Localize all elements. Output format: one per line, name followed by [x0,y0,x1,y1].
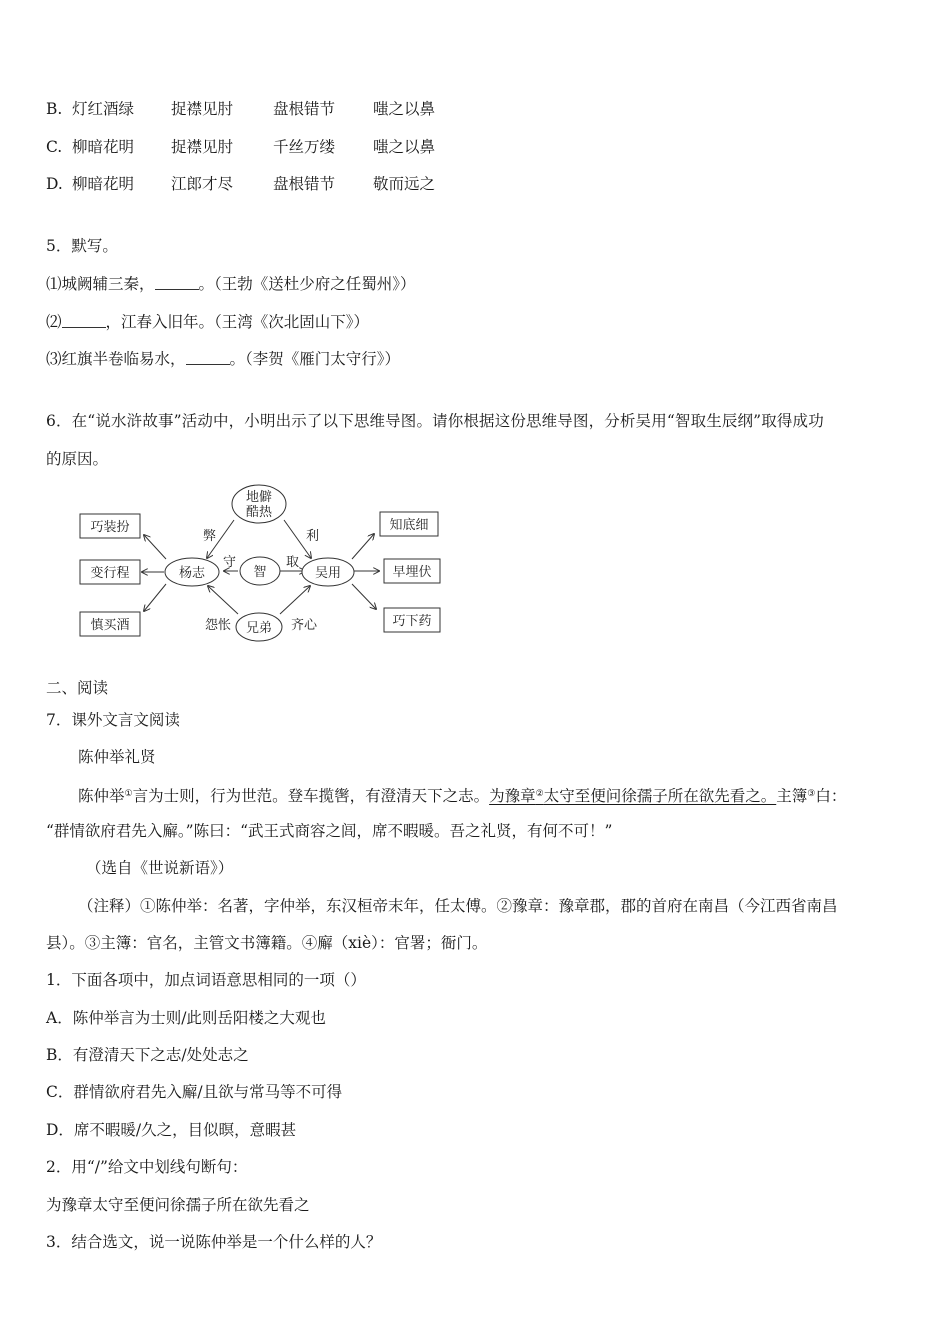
sub2-sentence: 为豫章太守至便问徐孺子所在欲先看之 [46,1196,310,1214]
q5-text: 。（李贺《雁门太守行》） [229,350,401,368]
option-item: 嗤之以鼻 [373,138,436,156]
note-mark: ② [535,789,544,799]
passage-source: （选自《世说新语》） [86,859,234,877]
note-mark: ① [124,789,133,799]
node-label: 吴用 [314,566,342,581]
q5-text: ⑵ [46,313,62,331]
notes-line-2: 县）。③主簿：官名，主管文书簿籍。④廨（xiè）：官署；衙门。 [46,934,488,952]
passage-para-1 [78,784,846,806]
passage-para-2: “群情欲府君先入廨。”陈曰：“武王式商容之闾，席不暇暖。吾之礼贤，有何不可！” [46,822,613,840]
sub1-option-b: B．有澄清天下之志/处处志之 [46,1046,249,1064]
option-item: 敬而远之 [373,175,436,193]
node-label: 兄弟 [245,621,273,636]
passage-text: 言为士则，行为世范。登车揽辔，有澄清天下之志。 [132,787,490,805]
q5-item-2 [46,312,369,332]
option-item: 盘根错节 [273,100,336,118]
section-title: 二、阅读 [46,679,109,697]
option-item: 千丝万缕 [273,138,336,156]
underlined-sentence [489,787,776,805]
q6-line-1: 6．在“说水浒故事”活动中，小明出示了以下思维导图。请你根据这份思维导图，分析吴用“智取生辰纲”取得成功 [46,412,824,430]
sub1-option-a: A．陈仲举言为士则/此则岳阳楼之大观也 [46,1009,326,1027]
fill-blank [62,314,106,328]
sub-question-3: 3．结合选文，说一说陈仲举是一个什么样的人？ [46,1233,382,1251]
passage-text: 陈仲举 [78,787,125,805]
passage-text: 为豫章 [489,787,536,805]
node-label: 智 [253,565,267,580]
box-label: 变行程 [90,566,130,581]
option-item: 捉襟见肘 [171,100,234,118]
option-letter: D. [46,175,63,193]
q5-item-1 [46,274,416,294]
option-letter: C. [46,138,63,156]
passage-text: 太守至便问徐孺子所在欲先看之。 [543,787,777,805]
mind-map-diagram [74,484,454,646]
sub1-option-d: D．席不暇暖/久之，目似暝，意暇甚 [46,1121,297,1139]
box-label: 巧下药 [392,614,432,629]
box-label: 巧装扮 [90,520,130,535]
q6-line-2: 的原因。 [46,450,109,468]
node-top-line1: 地僻 [245,490,273,505]
passage-title: 陈仲举礼贤 [78,748,156,766]
edge-label: 弊 [203,529,217,544]
edge-label: 利 [306,529,320,544]
q7-title: 7．课外文言文阅读 [46,711,180,729]
q5-text: 。（王勃《送杜少府之任蜀州》） [198,275,416,293]
option-item: 灯红酒绿 [72,100,135,118]
edge-label: 守 [223,555,237,570]
right-boxes [380,512,440,632]
passage-text: 主簿 [776,787,808,805]
note-mark: ③ [807,789,816,799]
sub1-option-c: C．群情欲府君先入廨/且欲与常马等不可得 [46,1083,343,1101]
q5-title: 5．默写。 [46,237,118,255]
q5-item-3 [46,349,400,369]
option-letter: B. [46,100,63,118]
edge-label: 齐心 [291,618,318,633]
fill-blank [155,276,199,290]
box-label: 知底细 [389,518,429,533]
node-label: 杨志 [178,566,206,581]
sub-question-1: 1．下面各项中，加点词语意思相同的一项（） [46,971,366,989]
edge-label: 怨怅 [205,618,232,633]
sub-question-2: 2．用“/”给文中划线句断句： [46,1158,248,1176]
box-label: 早埋伏 [392,565,432,580]
notes-line-1: （注释）①陈仲举：名著，字仲举，东汉桓帝末年，任太傅。②豫章：豫章郡，郡的首府在南昌（今江西省南昌 [78,897,838,915]
passage-text: 白： [815,787,847,805]
node-top-line2: 酷热 [245,505,273,520]
option-item: 柳暗花明 [72,138,135,156]
option-d [46,174,435,194]
option-item: 柳暗花明 [72,175,135,193]
fill-blank [186,351,230,365]
q5-text: ⑴城阙辅三秦， [46,275,155,293]
option-c [46,137,435,157]
mind-map-nodes [165,485,354,641]
option-item: 捉襟见肘 [171,138,234,156]
q5-text: ⑶红旗半卷临易水， [46,350,186,368]
left-boxes [80,514,140,636]
option-item: 江郎才尽 [171,175,234,193]
option-item: 盘根错节 [273,175,336,193]
option-b [46,99,435,119]
edge-label: 取 [286,555,300,570]
box-label: 慎买酒 [90,618,130,633]
option-item: 嗤之以鼻 [373,100,436,118]
q5-text: ，江春入旧年。（王湾《次北固山下》） [105,313,370,331]
